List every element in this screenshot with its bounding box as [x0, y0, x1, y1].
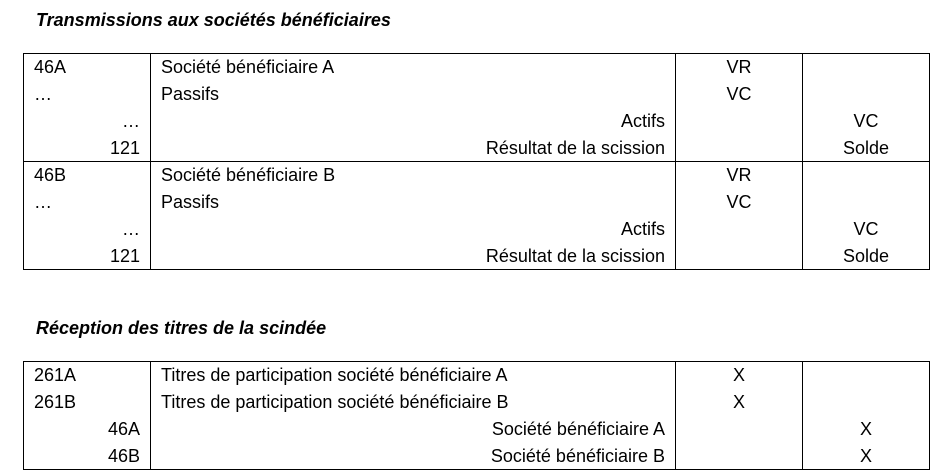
journal-row-debit [24, 54, 930, 81]
credit-amount [803, 189, 930, 216]
journal-entry-table-transmissions [23, 53, 930, 270]
account-number: … [24, 216, 151, 243]
debit-amount [676, 134, 803, 161]
debit-amount [676, 108, 803, 135]
account-number: 46B [24, 442, 151, 469]
credit-amount [803, 81, 930, 108]
section-title-reception-titres: Réception des titres de la scindée [36, 318, 327, 338]
account-label: Actifs [151, 108, 676, 135]
credit-amount: VC [803, 108, 930, 135]
debit-amount: X [676, 362, 803, 389]
credit-amount [803, 362, 930, 389]
journal-row-credit [24, 442, 930, 469]
account-label: Actifs [151, 216, 676, 243]
journal-row-credit [24, 108, 930, 135]
credit-amount [803, 162, 930, 189]
account-label: Passifs [151, 189, 676, 216]
account-number: 121 [24, 242, 151, 269]
account-number: … [24, 108, 151, 135]
debit-amount: VR [676, 54, 803, 81]
debit-amount: VC [676, 81, 803, 108]
journal-row-credit [24, 134, 930, 161]
account-number: 46A [24, 54, 151, 81]
credit-amount: Solde [803, 134, 930, 161]
account-number: 261A [24, 362, 151, 389]
journal-row-credit [24, 242, 930, 269]
credit-amount: X [803, 416, 930, 443]
credit-amount: X [803, 442, 930, 469]
journal-row-credit [24, 416, 930, 443]
journal-row-credit [24, 216, 930, 243]
credit-amount: VC [803, 216, 930, 243]
debit-amount [676, 242, 803, 269]
account-label: Résultat de la scission [151, 134, 676, 161]
section-title-transmissions: Transmissions aux sociétés bénéficiaires [36, 10, 391, 30]
journal-row-debit [24, 362, 930, 389]
journal-entry-table-reception-titres [23, 361, 930, 470]
account-number: 46B [24, 162, 151, 189]
journal-row-debit [24, 189, 930, 216]
credit-amount: Solde [803, 242, 930, 269]
account-label: Résultat de la scission [151, 242, 676, 269]
debit-amount [676, 216, 803, 243]
account-label: Titres de participation société bénéficiaire B [151, 389, 676, 416]
debit-amount: VR [676, 162, 803, 189]
account-number: 121 [24, 134, 151, 161]
account-label: Société bénéficiaire B [151, 442, 676, 469]
account-number: 46A [24, 416, 151, 443]
debit-amount: VC [676, 189, 803, 216]
account-label: Société bénéficiaire B [151, 162, 676, 189]
account-number: 261B [24, 389, 151, 416]
account-label: Société bénéficiaire A [151, 54, 676, 81]
debit-amount [676, 416, 803, 443]
debit-amount [676, 442, 803, 469]
account-label: Passifs [151, 81, 676, 108]
journal-row-debit [24, 81, 930, 108]
journal-row-debit [24, 389, 930, 416]
account-label: Titres de participation société bénéficiaire A [151, 362, 676, 389]
debit-amount: X [676, 389, 803, 416]
credit-amount [803, 389, 930, 416]
journal-row-debit [24, 162, 930, 189]
account-label: Société bénéficiaire A [151, 416, 676, 443]
account-number: … [24, 81, 151, 108]
account-number: … [24, 189, 151, 216]
credit-amount [803, 54, 930, 81]
